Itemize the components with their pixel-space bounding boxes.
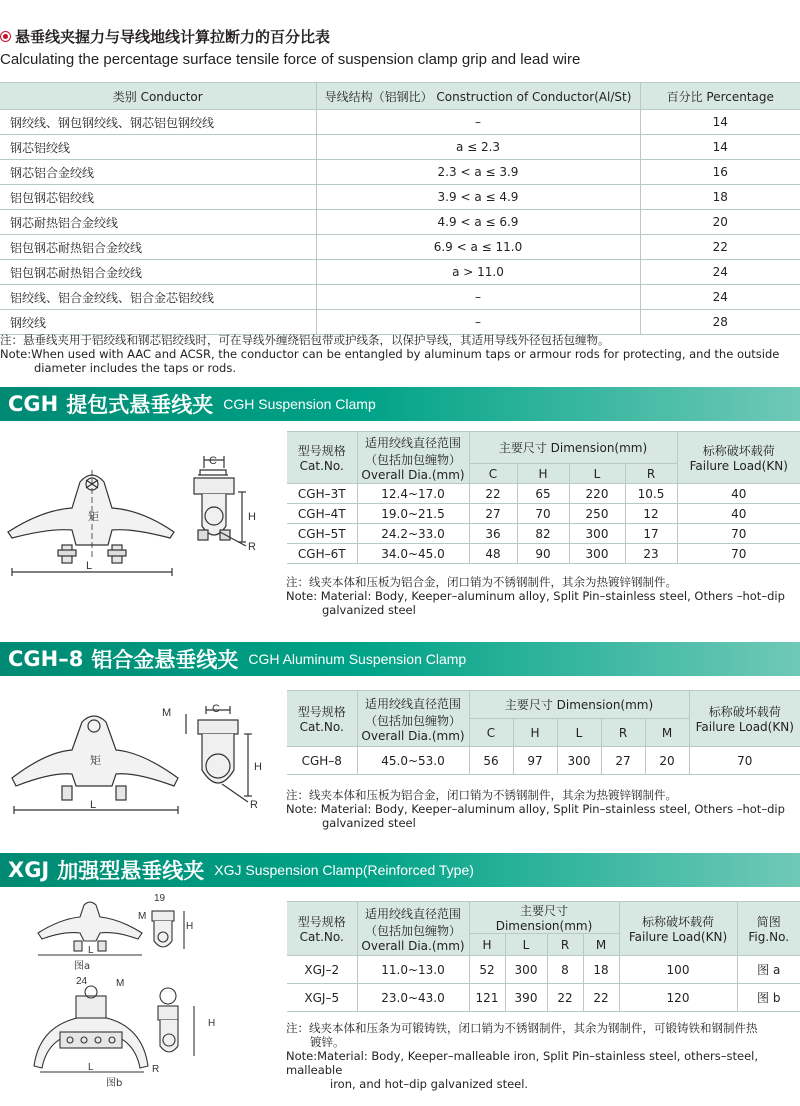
fig-label-M: M (138, 911, 147, 922)
xgj-figure-a (30, 893, 200, 973)
header-construction: 导线结构（铝钢比） Construction of Conductor(Al/St) (316, 83, 640, 110)
header-col-H: H (513, 719, 557, 747)
cell-conductor: 铝包钢芯耐热铝合金绞线 (0, 235, 316, 260)
header-col-R: R (547, 934, 583, 956)
cell-conductor: 钢绞线、钢包钢绞线、钢芯铝包钢绞线 (0, 110, 316, 135)
xgj-code: XGJ (8, 858, 50, 882)
table-row (0, 210, 800, 235)
cell-percentage: 24 (640, 285, 800, 310)
header-fig-no: 简图 Fig.No. (737, 902, 800, 956)
header-dimension: 主要尺寸 Dimension(mm) (469, 902, 619, 934)
table-row: XGJ–5 23.0~43.0 121 390 22 22 120 图 b (287, 984, 800, 1012)
cell-percentage: 24 (640, 260, 800, 285)
cgh-spec-table (287, 431, 800, 564)
cell-conductor: 钢绞线 (0, 310, 316, 335)
header-col-L: L (505, 934, 547, 956)
cell-percentage: 16 (640, 160, 800, 185)
cell-construction: a ≤ 2.3 (316, 135, 640, 160)
note-cn: 注：线夹本体和压板为铝合金，闭口销为不锈钢制件，其余为热镀锌钢制件。 (286, 575, 677, 589)
table-row (0, 310, 800, 335)
note-en-line2: iron, and hot–dip galvanized steel. (330, 1077, 529, 1091)
cgh-note (286, 575, 785, 617)
header-diameter: 适用绞线直径范围 （包括加包缠物） Overall Dia.(mm) (357, 432, 469, 484)
intro-title-en: Calculating the percentage surface tensile force of suspension clamp grip and lead wire (0, 51, 581, 68)
header-failure-load: 标称破坏载荷 Failure Load(KN) (677, 432, 800, 484)
fig-label-M: M (116, 978, 125, 989)
header-failure-load: 标称破坏载荷 Failure Load(KN) (619, 902, 737, 956)
cell-percentage: 14 (640, 135, 800, 160)
fig-label-C: C (212, 703, 220, 715)
fig-label-ju: 矩 (88, 510, 99, 523)
note-en-line1: Note: Material: Body, Keeper–aluminum alloy, Split Pin–stainless steel, Others –hot–dip (286, 589, 785, 603)
note-cn-line2: 镀锌。 (310, 1035, 345, 1049)
fig-label-L: L (88, 1062, 94, 1073)
cgh8-name-en: CGH Aluminum Suspension Clamp (248, 651, 467, 667)
header-col-M: M (645, 719, 689, 747)
note-en-line1: Note:When used with AAC and ACSR, the conductor can be entangled by aluminum taps or armour rods for protecting, and the outside (0, 347, 780, 361)
cgh8-name-cn: 铝合金悬垂线夹 (91, 648, 239, 672)
fig-label-H: H (208, 1018, 216, 1029)
cell-percentage: 18 (640, 185, 800, 210)
header-conductor: 类别 Conductor (0, 83, 316, 110)
header-model: 型号规格 Cat.No. (287, 902, 357, 956)
header-model: 型号规格 Cat.No. (287, 691, 357, 747)
cgh8-note (286, 788, 785, 830)
fig-label-H: H (186, 921, 194, 932)
table-row (0, 285, 800, 310)
table-row: CGH–5T 24.2~33.0 36 82 300 17 70 (287, 524, 800, 544)
cgh8-clamp-drawing (2, 700, 282, 820)
fig-label-R: R (250, 799, 258, 811)
xgj-note (286, 1021, 800, 1091)
header-col-C: C (469, 464, 517, 484)
fig-label-ju: 矩 (90, 754, 101, 767)
cell-conductor: 钢芯耐热铝合金绞线 (0, 210, 316, 235)
header-diameter: 适用绞线直径范围 （包括加包缠物） Overall Dia.(mm) (357, 691, 469, 747)
note-en-line2: galvanized steel (322, 603, 416, 617)
fig-label-C: C (209, 455, 217, 467)
header-percentage: 百分比 Percentage (640, 83, 800, 110)
header-dimension: 主要尺寸 Dimension(mm) (469, 432, 677, 464)
table-row: CGH–3T 12.4~17.0 22 65 220 10.5 40 (287, 484, 800, 504)
cell-percentage: 14 (640, 110, 800, 135)
cell-conductor: 铝绞线、铝合金绞线、铝合金芯铝绞线 (0, 285, 316, 310)
note-cn: 注：线夹本体和压板为铝合金，闭口销为不锈钢制件，其余为热镀锌钢制件。 (286, 788, 677, 802)
fig-label-19: 19 (154, 893, 166, 904)
note-en-line1: Note: Material: Body, Keeper–aluminum alloy, Split Pin–stainless steel, Others –hot–dip (286, 802, 785, 816)
cell-construction: – (316, 110, 640, 135)
note-cn: 注：悬垂线夹用于铝绞线和钢芯铝绞线时，可在导线外缠绕铝包带或护线条，以保护导线，其适用导线外径包括包缠物。 (0, 333, 610, 347)
xgj-figure-b (30, 976, 220, 1088)
table-row (0, 185, 800, 210)
table-row (0, 135, 800, 160)
cell-conductor: 钢芯铝绞线 (0, 135, 316, 160)
cell-conductor: 铝包钢芯铝绞线 (0, 185, 316, 210)
cell-conductor: 铝包钢芯耐热铝合金绞线 (0, 260, 316, 285)
cgh8-section-banner (0, 642, 800, 676)
table-row (0, 110, 800, 135)
intro-title-cn (0, 26, 330, 47)
table-row: XGJ–2 11.0~13.0 52 300 8 18 100 图 a (287, 956, 800, 984)
cell-construction: – (316, 310, 640, 335)
cell-construction: 6.9 < a ≤ 11.0 (316, 235, 640, 260)
cell-construction: 3.9 < a ≤ 4.9 (316, 185, 640, 210)
note-en-line2: diameter includes the taps or rods. (34, 361, 237, 375)
percentage-table-header (0, 83, 800, 110)
note-cn-line1: 注：线夹本体和压条为可锻铸铁，闭口销为不锈钢制件，其余为钢制件，可锻铸铁和钢制件热 (286, 1021, 758, 1035)
table-row (0, 235, 800, 260)
header-col-L: L (557, 719, 601, 747)
table-row (0, 160, 800, 185)
cell-construction: a > 11.0 (316, 260, 640, 285)
table-row: CGH–8 45.0~53.0 56 97 300 27 20 70 (287, 747, 800, 775)
xgj-spec-table (287, 901, 800, 1012)
header-failure-load: 标称破坏载荷 Failure Load(KN) (689, 691, 800, 747)
table-row: CGH–4T 19.0~21.5 27 70 250 12 40 (287, 504, 800, 524)
xgj-name-cn: 加强型悬垂线夹 (57, 859, 205, 883)
xgj-section-banner (0, 853, 800, 887)
cell-construction: 2.3 < a ≤ 3.9 (316, 160, 640, 185)
cgh-code: CGH (8, 392, 59, 416)
percentage-note (0, 333, 779, 375)
header-col-R: R (601, 719, 645, 747)
header-model: 型号规格 Cat.No. (287, 432, 357, 484)
fig-label-24: 24 (76, 976, 88, 987)
note-en-line1: Note:Material: Body, Keeper–malleable iron, Split Pin–stainless steel, others–steel, malleable (286, 1049, 758, 1077)
cell-percentage: 28 (640, 310, 800, 335)
fig-label-b: 图b (106, 1078, 123, 1088)
cell-construction: 4.9 < a ≤ 6.9 (316, 210, 640, 235)
percentage-table (0, 82, 800, 335)
bullet-icon (0, 31, 11, 42)
cell-conductor: 钢芯铝合金绞线 (0, 160, 316, 185)
cgh8-spec-table (287, 690, 800, 775)
cell-percentage: 22 (640, 235, 800, 260)
fig-label-H: H (254, 761, 262, 773)
fig-label-R: R (152, 1064, 160, 1075)
header-col-L: L (569, 464, 625, 484)
table-row: CGH–6T 34.0~45.0 48 90 300 23 70 (287, 544, 800, 564)
cgh-name-en: CGH Suspension Clamp (223, 396, 376, 412)
cgh-clamp-drawing (2, 450, 282, 585)
xgj-name-en: XGJ Suspension Clamp(Reinforced Type) (214, 862, 474, 878)
fig-label-M: M (162, 707, 172, 719)
header-col-M: M (583, 934, 619, 956)
header-col-C: C (469, 719, 513, 747)
fig-label-L: L (88, 945, 94, 956)
fig-label-a: 图a (74, 961, 91, 972)
cgh8-code: CGH–8 (8, 647, 84, 671)
fig-label-L: L (90, 799, 97, 811)
cgh-name-cn: 提包式悬垂线夹 (66, 393, 214, 417)
fig-label-R: R (248, 541, 256, 553)
intro-title-cn-text: 悬垂线夹握力与导线地线计算拉断力的百分比表 (15, 28, 331, 46)
fig-label-L: L (86, 560, 93, 572)
note-en-line2: galvanized steel (322, 816, 416, 830)
header-dimension: 主要尺寸 Dimension(mm) (469, 691, 689, 719)
fig-label-H: H (248, 511, 256, 523)
cgh-section-banner (0, 387, 800, 421)
cell-construction: – (316, 285, 640, 310)
header-col-R: R (625, 464, 677, 484)
table-row (0, 260, 800, 285)
header-col-H: H (517, 464, 569, 484)
header-col-H: H (469, 934, 505, 956)
cell-percentage: 20 (640, 210, 800, 235)
header-diameter: 适用绞线直径范围 （包括加包缠物） Overall Dia.(mm) (357, 902, 469, 956)
